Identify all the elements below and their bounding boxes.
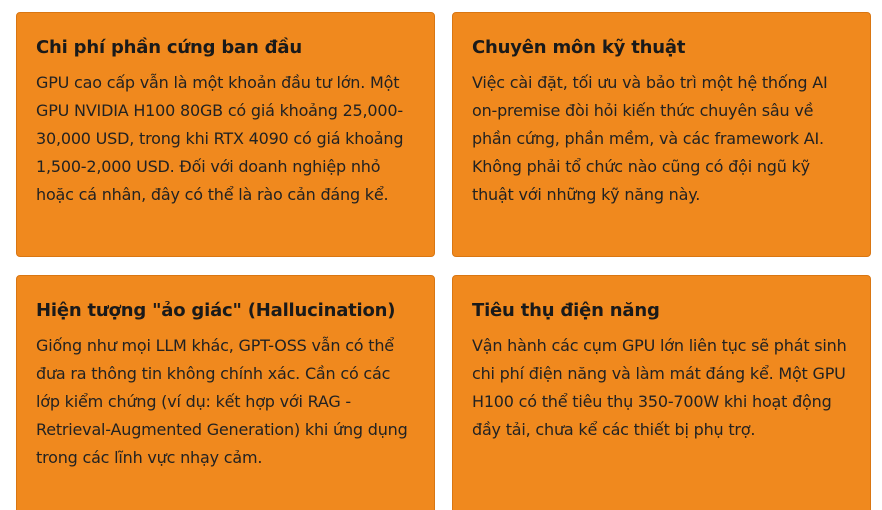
card-hardware-cost <box>16 12 435 257</box>
card-body: Vận hành các cụm GPU lớn liên tục sẽ phát sinh chi phí điện năng và làm mát đáng kể. Một GPU H100 có thể tiêu thụ 350-700W khi hoạt động đầy tải, chưa kể các thiết bị phụ trợ. <box>472 336 847 439</box>
card-body: Giống như mọi LLM khác, GPT-OSS vẫn có thể đưa ra thông tin không chính xác. Cần có các lớp kiểm chứng (ví dụ: kết hợp với RAG - Retrieval-Augmented Generation) khi ứng dụng trong các lĩnh vực nhạy cảm. <box>36 336 408 467</box>
card-title: Tiêu thụ điện năng <box>472 300 660 321</box>
card-hallucination <box>16 275 435 510</box>
card-title: Hiện tượng "ảo giác" (Hallucination) <box>36 300 396 321</box>
card-body: GPU cao cấp vẫn là một khoản đầu tư lớn. Một GPU NVIDIA H100 80GB có giá khoảng 25,000-30,000 USD, trong khi RTX 4090 có giá khoảng 1,500-2,000 USD. Đối với doanh nghiệp nhỏ hoặc cá nhân, đây có thể là rào cản đáng kể. <box>36 73 404 204</box>
challenges-grid <box>16 12 871 510</box>
card-power-consumption <box>452 275 871 510</box>
card-title: Chi phí phần cứng ban đầu <box>36 37 302 58</box>
card-title: Chuyên môn kỹ thuật <box>472 37 686 58</box>
card-technical-expertise <box>452 12 871 257</box>
card-body: Việc cài đặt, tối ưu và bảo trì một hệ thống AI on-premise đòi hỏi kiến thức chuyên sâu về phần cứng, phần mềm, và các framework AI. Không phải tổ chức nào cũng có đội ngũ kỹ thuật với những kỹ năng này. <box>472 73 828 204</box>
